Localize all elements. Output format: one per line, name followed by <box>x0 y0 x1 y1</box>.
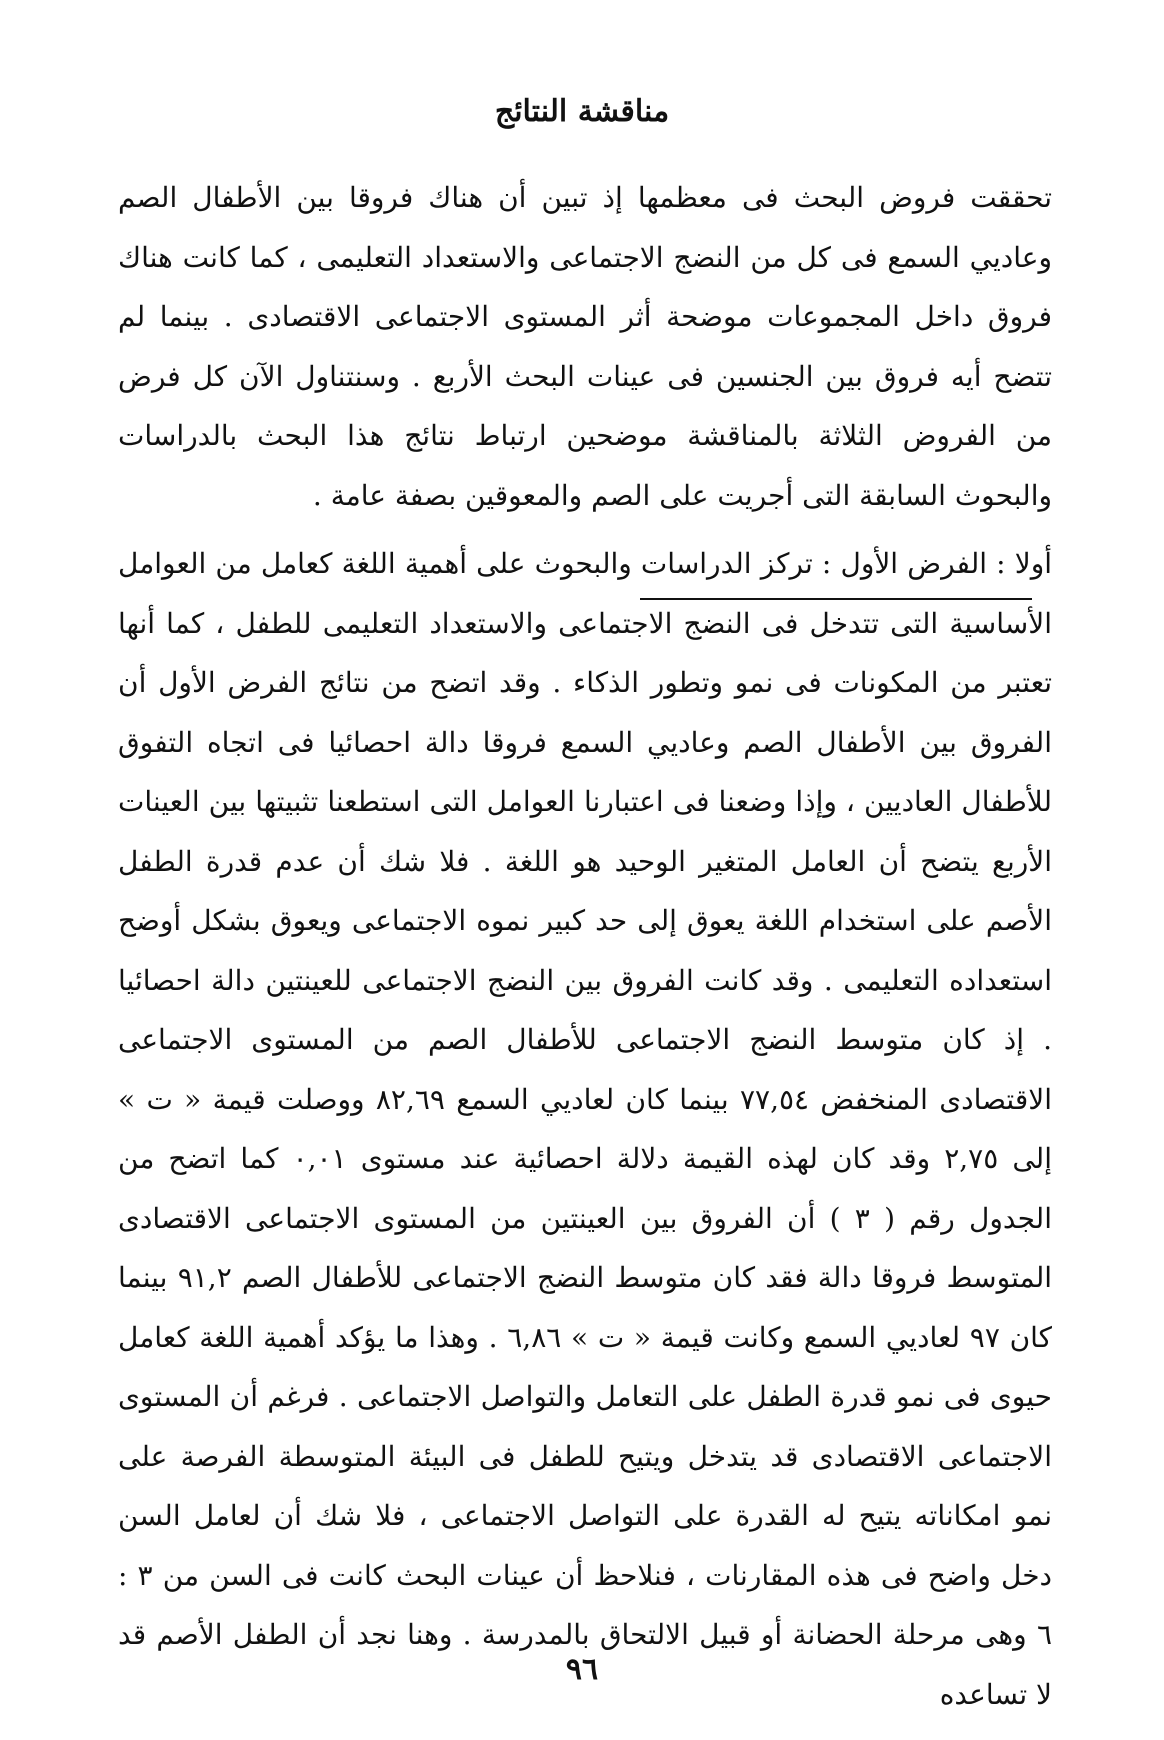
paragraph-summary: تحققت فروض البحث فى معظمها إذ تبين أن هناك فروقا بين الأطفال الصم وعاديي السمع فى كل من النضج الاجتماعى والاستعداد التعليمى ، كما كانت هناك فروق داخل المجموعات موضحة أثر المستوى الاجتماعى الاقتصادى . بينما لم تتضح أيه فروق بين الجنسين فى عينات البحث الأربع . وسنتناول الآن كل فرض من الفروض الثلاثة بالمناقشة موضحين ارتباط نتائج هذا البحث بالدراسات والبحوث السابقة التى أجريت على الصم والمعوقين بصفة عامة . <box>118 181 1052 512</box>
page-title: مناقشة النتائج <box>494 94 670 129</box>
paragraph-first-hypothesis: أولا : الفرض الأول : تركز الدراسات والبحوث على أهمية اللغة كعامل من العوامل الأساسية التى تتدخل فى النضج الاجتماعى والاستعداد التعليمى للطفل ، كما أنها تعتبر من المكونات فى نمو وتطور الذكاء . وقد اتضح من نتائج الفرض الأول أن الفروق بين الأطفال الصم وعاديي السمع فروقا دالة احصائيا فى اتجاه التفوق للأطفال العاديين ، وإذا وضعنا فى اعتبارنا العوامل التى استطعنا تثبيتها بين العينات الأربع يتضح أن العامل المتغير الوحيد هو اللغة . فلا شك أن عدم قدرة الطفل الأصم على استخدام اللغة يعوق إلى حد كبير نموه الاجتماعى ويعوق بشكل أوضح استعداده التعليمى . وقد كانت الفروق بين النضج الاجتماعى للعينتين دالة احصائيا . إذ كان متوسط النضج الاجتماعى للأطفال الصم من المستوى الاجتماعى الاقتصادى المنخفض ٧٧,٥٤ بينما كان لعاديي السمع ٨٢,٦٩ ووصلت قيمة « ت » إلى ٢,٧٥ وقد كان لهذه القيمة دلالة احصائية عند مستوى ٠,٠١ كما اتضح من الجدول رقم ( ٣ ) أن الفروق بين العينتين من المستوى الاجتماعى الاقتصادى المتوسط فروقا دالة فقد كان متوسط النضج الاجتماعى للأطفال الصم ٩١,٢ بينما كان ٩٧ لعاديي السمع وكانت قيمة « ت » ٦,٨٦ . وهذا ما يؤكد أهمية اللغة كعامل حيوى فى نمو قدرة الطفل على التعامل والتواصل الاجتماعى . فرغم أن المستوى الاجتماعى الاقتصادى قد يتدخل ويتيح للطفل فى البيئة المتوسطة الفرصة على نمو امكاناته يتيح له القدرة على التواصل الاجتماعى ، فلا شك أن لعامل السن دخل واضح فى هذه المقارنات ، فنلاحظ أن عينات البحث كانت فى السن من ٣ : ٦ وهى مرحلة الحضانة أو قبيل الالتحاق بالمدرسة . وهنا نجد أن الطفل الأصم قد لا تساعده <box>118 547 1053 1711</box>
page-number: ٩٦ <box>565 1652 599 1687</box>
